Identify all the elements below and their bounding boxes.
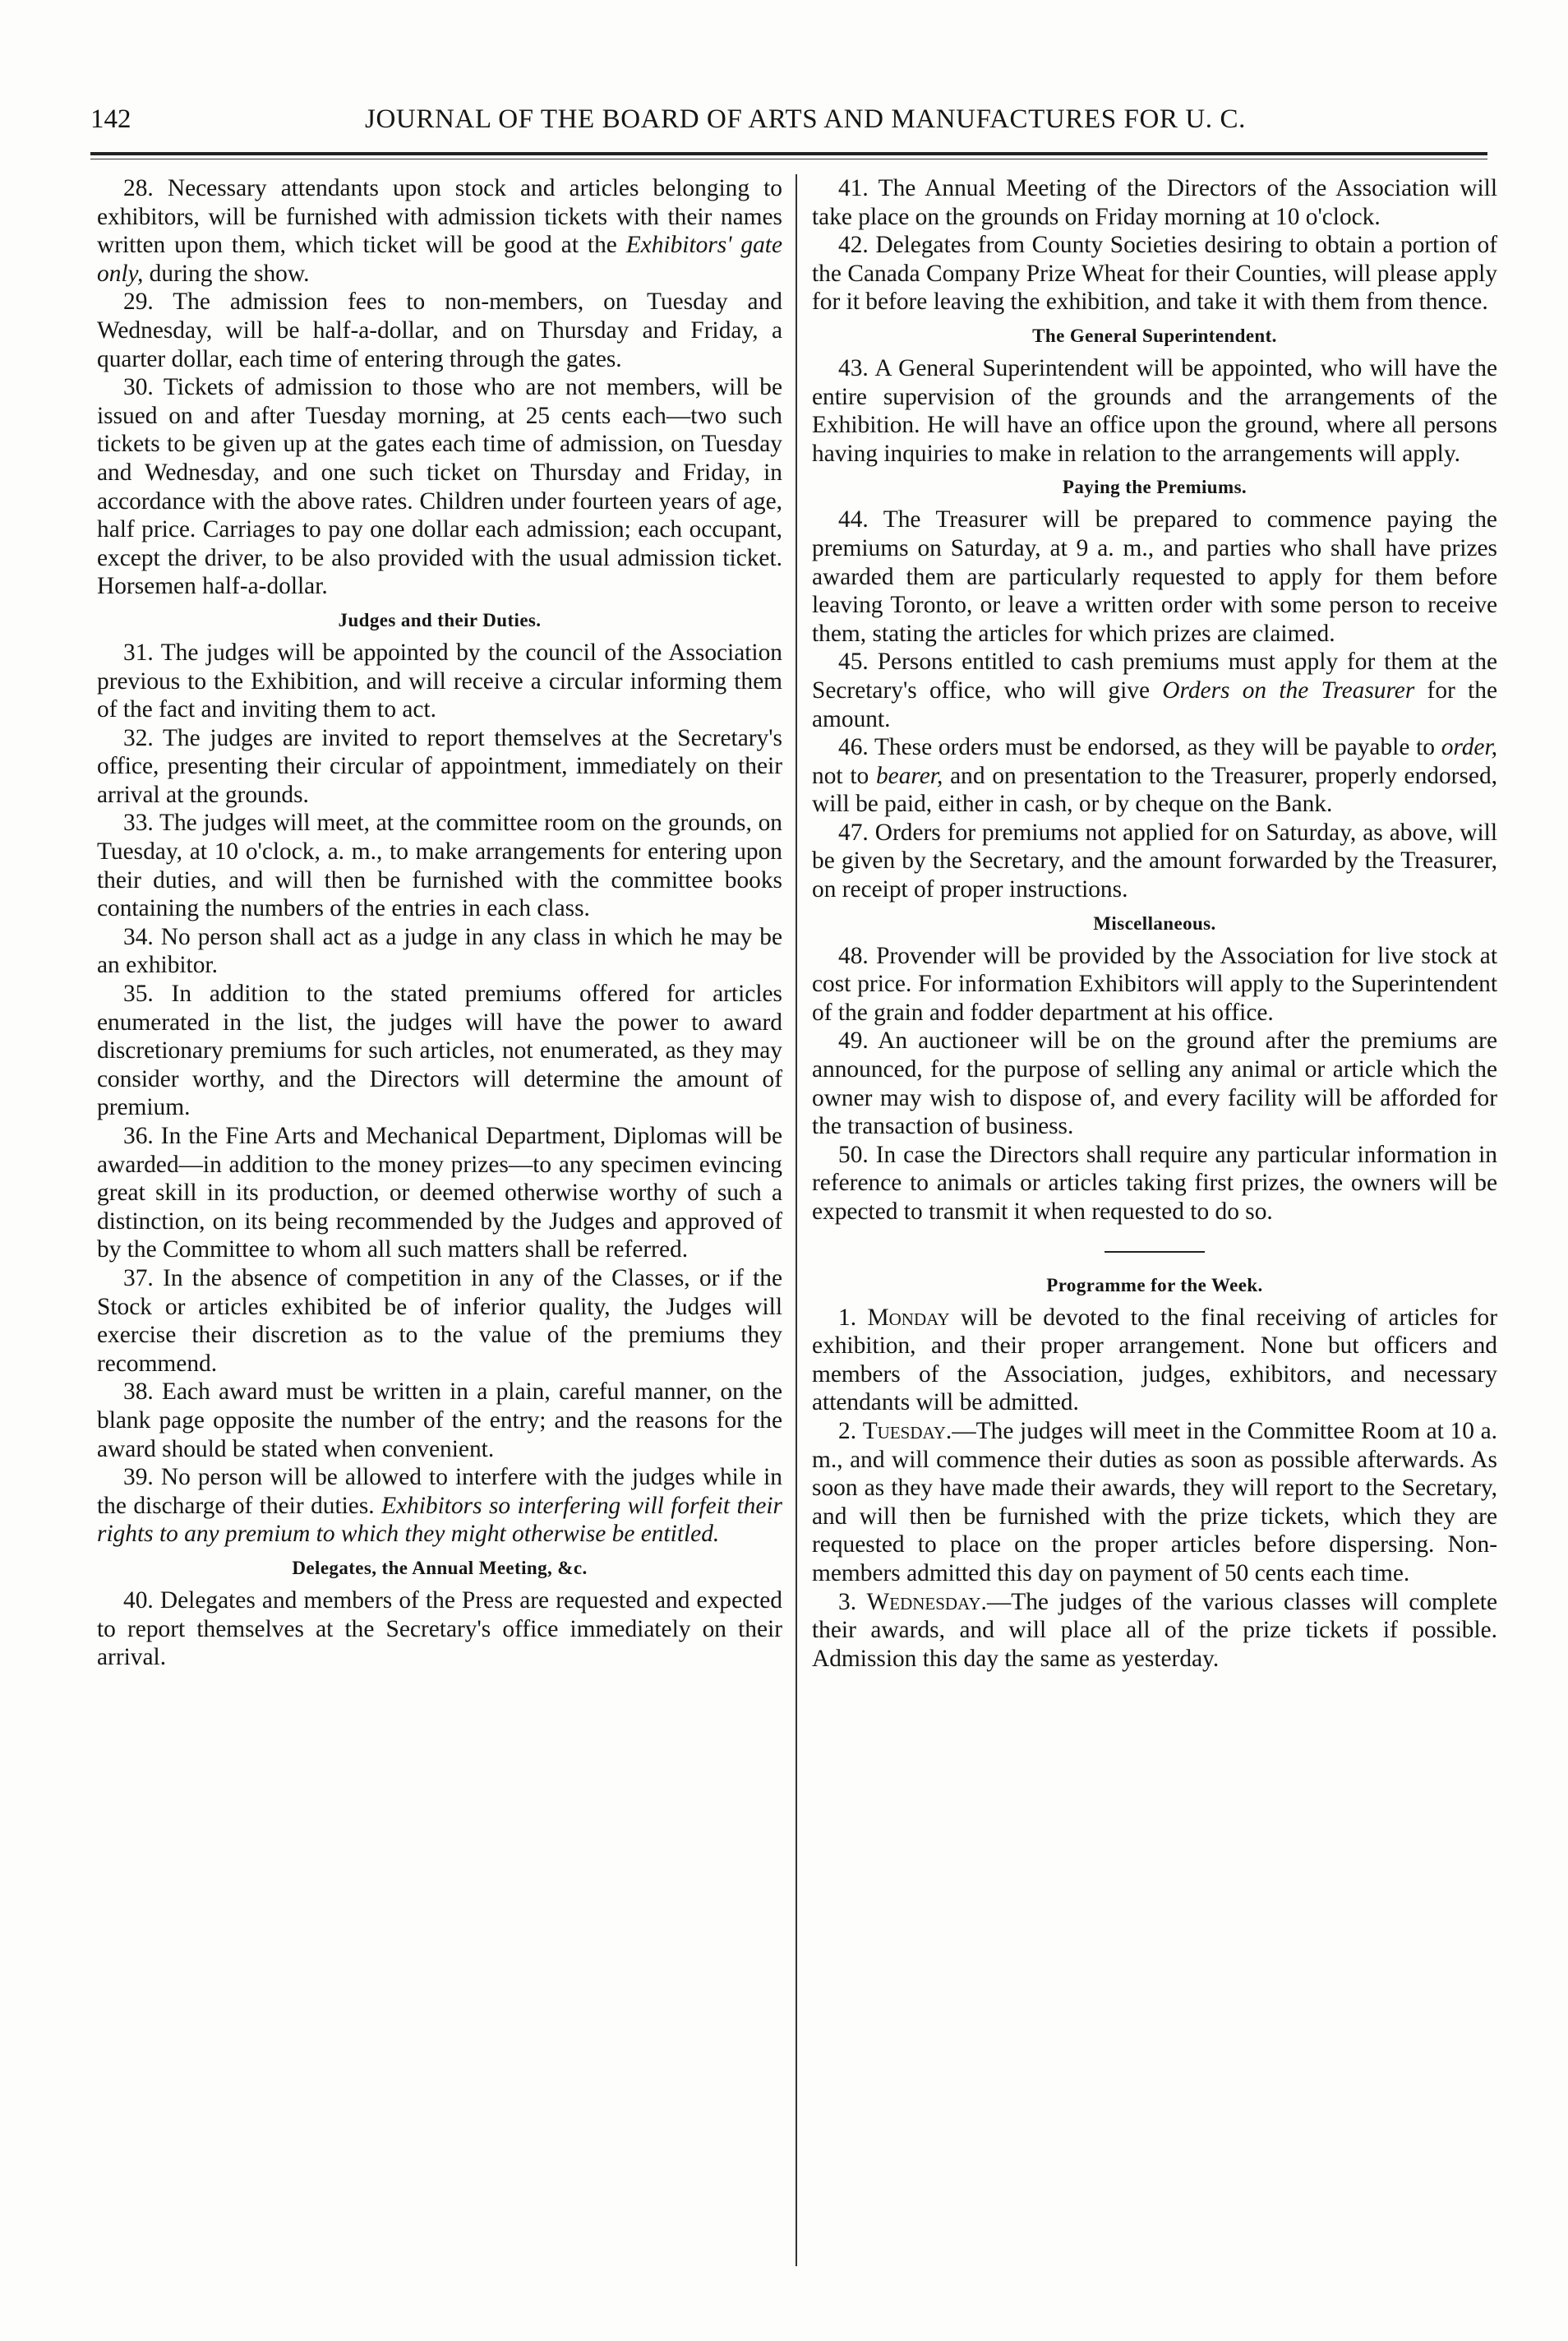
paragraph-text: In the Fine Arts and Mechanical Department, Diplomas will be awarded—in addition to the money prizes—to any specimen evincing great skill in its production, or deemed otherwise worthy of such a distinction, on its being recommended by the Judges and approved of by the Committee to whom all such matters shall be referred. — [97, 1123, 782, 1263]
section-heading-superintendent: The General Superintendent. — [1032, 325, 1277, 346]
item-number: 31. — [123, 639, 154, 666]
emphasis-text: Exhibitors so interfering will forfeit their rights to any premium to which they might otherwise be entitled. — [97, 1492, 782, 1548]
paragraph-text: The admission fees to non-members, on Tuesday and Wednesday, will be half-a-dollar, and on Thursday and Friday, a quarter dollar, each time of entering through the gates. — [97, 289, 782, 372]
item-number: 50. — [838, 1141, 869, 1168]
paragraph-text: Delegates and members of the Press are requested and expected to report themselves at the Secretary's office immediately on their arrival. — [97, 1586, 782, 1671]
item-number: 39. — [123, 1464, 154, 1491]
item-number: 48. — [838, 942, 869, 969]
column-divider — [796, 174, 797, 2266]
paragraph-30 — [97, 373, 782, 601]
item-number: 36. — [123, 1123, 154, 1149]
emphasis-text: order, — [1441, 734, 1497, 761]
paragraph-32 — [97, 724, 782, 810]
paragraph-text: No person will be allowed to interfere with the judges while in the discharge of their duties. — [97, 1464, 782, 1519]
paragraph-text: The Annual Meeting of the Directors of the Association will take place on the grounds on Friday morning at 10 o'clock. — [812, 175, 1498, 230]
paragraph-text: —The judges of the various classes will complete their awards, and will place all of the prize tickets if possible. Admission this day the same as yesterday. — [812, 1588, 1497, 1672]
item-number: 42. — [838, 232, 869, 259]
paragraph-text: The judges will be appointed by the council of the Association previous to the Exhibition, and will receive a circular informing them of the fact and inviting them to act. — [97, 639, 782, 723]
day-name: Wednesday. — [866, 1588, 987, 1615]
programme-item-wednesday — [812, 1588, 1497, 1674]
paragraph-text: These orders must be endorsed, as they will be payable to — [874, 734, 1441, 761]
item-number: 41. — [838, 175, 869, 201]
header-rule-thick — [90, 152, 1487, 155]
paragraph-text: The judges will meet, at the committee room on the grounds, on Tuesday, at 10 o'clock, a. m., to make arrangements for entering upon their duties, and will then be furnished with the committee books containing the numbers of the entries in each class. — [97, 810, 782, 922]
paragraph-text: The judges are invited to report themselves at the Secretary's office, presenting their circular of appointment, immediately on their arrival at the grounds. — [97, 724, 782, 808]
day-name: Tuesday. — [862, 1417, 952, 1444]
section-divider-rule — [1105, 1251, 1205, 1253]
paragraph-text: In addition to the stated premiums offered for articles enumerated in the list, the judges will have the power to award discretionary premiums for such articles, not enumerated, as they may consider worthy, and the Directors will determine the amount of premium. — [97, 981, 782, 1121]
section-heading-premiums: Paying the Premiums. — [1062, 477, 1247, 498]
paragraph-39 — [97, 1463, 782, 1549]
paragraph-50 — [812, 1141, 1497, 1226]
paragraph-28 — [97, 174, 782, 288]
paragraph-49 — [812, 1027, 1497, 1140]
paragraph-text: In the absence of competition in any of the Classes, or if the Stock or articles exhibited be of inferior quality, the Judges will exercise their discretion as to the value of the premiums they recommend. — [97, 1264, 782, 1377]
right-column — [812, 174, 1497, 1673]
paragraph-text-tail: during the show. — [143, 260, 310, 287]
page-number: 142 — [90, 104, 131, 134]
section-heading-miscellaneous: Miscellaneous. — [1093, 912, 1216, 934]
paragraph-45 — [812, 648, 1497, 733]
paragraph-37 — [97, 1264, 782, 1378]
paragraph-text: Orders for premiums not applied for on Saturday, as above, will be given by the Secretary, and the amount forwarded by the Treasurer, on receipt of proper instructions. — [812, 819, 1497, 903]
paragraph-text-tail: for the amount. — [812, 676, 1497, 732]
section-heading-delegates: Delegates, the Annual Meeting, &c. — [292, 1557, 588, 1578]
paragraph-text: No person shall act as a judge in any class in which he may be an exhibitor. — [97, 923, 782, 979]
programme-item-tuesday — [812, 1417, 1497, 1588]
item-number: 49. — [838, 1027, 869, 1055]
paragraph-text: Tickets of admission to those who are not members, will be issued on and after Tuesday morning, at 25 cents each—two such tickets to be given up at the gates each time of admission, on Tuesday and Wednesday, and one such ticket on Thursday and Friday, in accordance with the above rates. Children under fourteen years of age, half price. Carriages to pay one dollar each admission; each occupant, except the driver, to be also provided with the usual admission ticket. Horsemen half-a-dollar. — [97, 374, 782, 600]
paragraph-43 — [812, 354, 1497, 468]
item-number: 34. — [123, 923, 154, 950]
left-column — [97, 174, 782, 1672]
item-number: 2. — [838, 1417, 857, 1444]
item-number: 46. — [838, 734, 869, 761]
emphasis-text-2: bearer, — [875, 762, 943, 789]
page-header — [90, 95, 1487, 144]
section-heading-programme: Programme for the Week. — [1046, 1274, 1263, 1295]
paragraph-42 — [812, 231, 1497, 316]
paragraph-text: —The judges will meet in the Committee Room at 10 a. m., and will commence their duties as soon as possible afterwards. As soon as they have made their awards, they will report to the Secretary, and will then be furnished with the prize tickets, which they are requested to place on the proper articles before dispersing. Non-members admitted this day on payment of 50 cents each time. — [812, 1417, 1497, 1586]
paragraph-text: will be devoted to the final receiving of articles for exhibition, and their proper arrangement. None but officers and members of the Association, judges, exhibitors, and necessary attendants will be admitted. — [812, 1304, 1497, 1416]
paragraph-35 — [97, 980, 782, 1122]
paragraph-text: An auctioneer will be on the ground after the premiums are announced, for the purpose of selling any animal or article which the owner may wish to dispose of, and every facility will be afforded for the transaction of business. — [812, 1027, 1497, 1140]
paragraph-text-mid: not to — [812, 762, 876, 789]
paragraph-36 — [97, 1122, 782, 1264]
paragraph-38 — [97, 1378, 782, 1463]
paragraph-46 — [812, 733, 1497, 819]
paragraph-48 — [812, 942, 1497, 1027]
day-name: Monday — [867, 1304, 950, 1331]
emphasis-text: Exhibitors' gate only, — [97, 232, 782, 287]
item-number: 3. — [838, 1588, 857, 1615]
section-heading-judges: Judges and their Duties. — [338, 609, 542, 630]
paragraph-text: Provender will be provided by the Association for live stock at cost price. For information Exhibitors will apply to the Superintendent of the grain and fodder department at his office. — [812, 942, 1497, 1026]
emphasis-text: Orders on the Treasurer — [1162, 676, 1415, 704]
paragraph-text: Necessary attendants upon stock and articles belonging to exhibitors, will be furnished with admission tickets with their names written upon them, which ticket will be good at the — [97, 175, 782, 259]
paragraph-text: Each award must be written in a plain, careful manner, on the blank page opposite the number of the entry; and the reasons for the award should be stated when convenient. — [97, 1378, 782, 1462]
item-number: 33. — [123, 810, 154, 837]
paragraph-31 — [97, 639, 782, 724]
paragraph-text: Persons entitled to cash premiums must apply for them at the Secretary's office, who will give — [812, 649, 1497, 704]
item-number: 43. — [838, 354, 869, 381]
item-number: 45. — [838, 649, 869, 676]
paragraph-text: A General Superintendent will be appointed, who will have the entire supervision of the grounds and the arrangements of the Exhibition. He will have an office upon the ground, where all persons having inquiries to make in relation to the arrangements will apply. — [812, 354, 1498, 467]
programme-item-monday — [812, 1304, 1497, 1417]
paragraph-33 — [97, 809, 782, 922]
item-number: 29. — [123, 289, 154, 316]
item-number: 47. — [838, 819, 869, 846]
paragraph-40 — [97, 1586, 782, 1672]
paragraph-text-tail: and on presentation to the Treasurer, properly endorsed, will be paid, either in cash, or by cheque on the Bank. — [812, 762, 1497, 818]
item-number: 38. — [123, 1378, 154, 1406]
paragraph-41 — [812, 174, 1497, 231]
item-number: 28. — [123, 175, 154, 201]
item-number: 40. — [123, 1586, 154, 1614]
item-number: 1. — [838, 1304, 857, 1331]
paragraph-29 — [97, 288, 782, 373]
item-number: 30. — [123, 374, 154, 401]
paragraph-44 — [812, 506, 1497, 648]
running-title: JOURNAL OF THE BOARD OF ARTS AND MANUFACTURES FOR U. C. — [365, 104, 1246, 134]
paragraph-text: In case the Directors shall require any particular information in reference to animals or articles taking first prizes, the owners will be expected to transmit it when requested to do so. — [812, 1141, 1498, 1225]
item-number: 35. — [123, 981, 154, 1008]
item-number: 37. — [123, 1264, 154, 1291]
paragraph-text: The Treasurer will be prepared to commence paying the premiums on Saturday, at 9 a. m., and parties who shall have prizes awarded them are particularly requested to apply for them before leaving Toronto, or leave a written order with some person to receive them, stating the articles for which prizes are claimed. — [812, 506, 1497, 647]
paragraph-34 — [97, 923, 782, 980]
item-number: 32. — [123, 724, 154, 751]
item-number: 44. — [838, 506, 869, 533]
paragraph-47 — [812, 819, 1497, 904]
paragraph-text: Delegates from County Societies desiring to obtain a portion of the Canada Company Prize Wheat for their Counties, will please apply for it before leaving the exhibition, and take it with them from thence. — [812, 232, 1497, 316]
